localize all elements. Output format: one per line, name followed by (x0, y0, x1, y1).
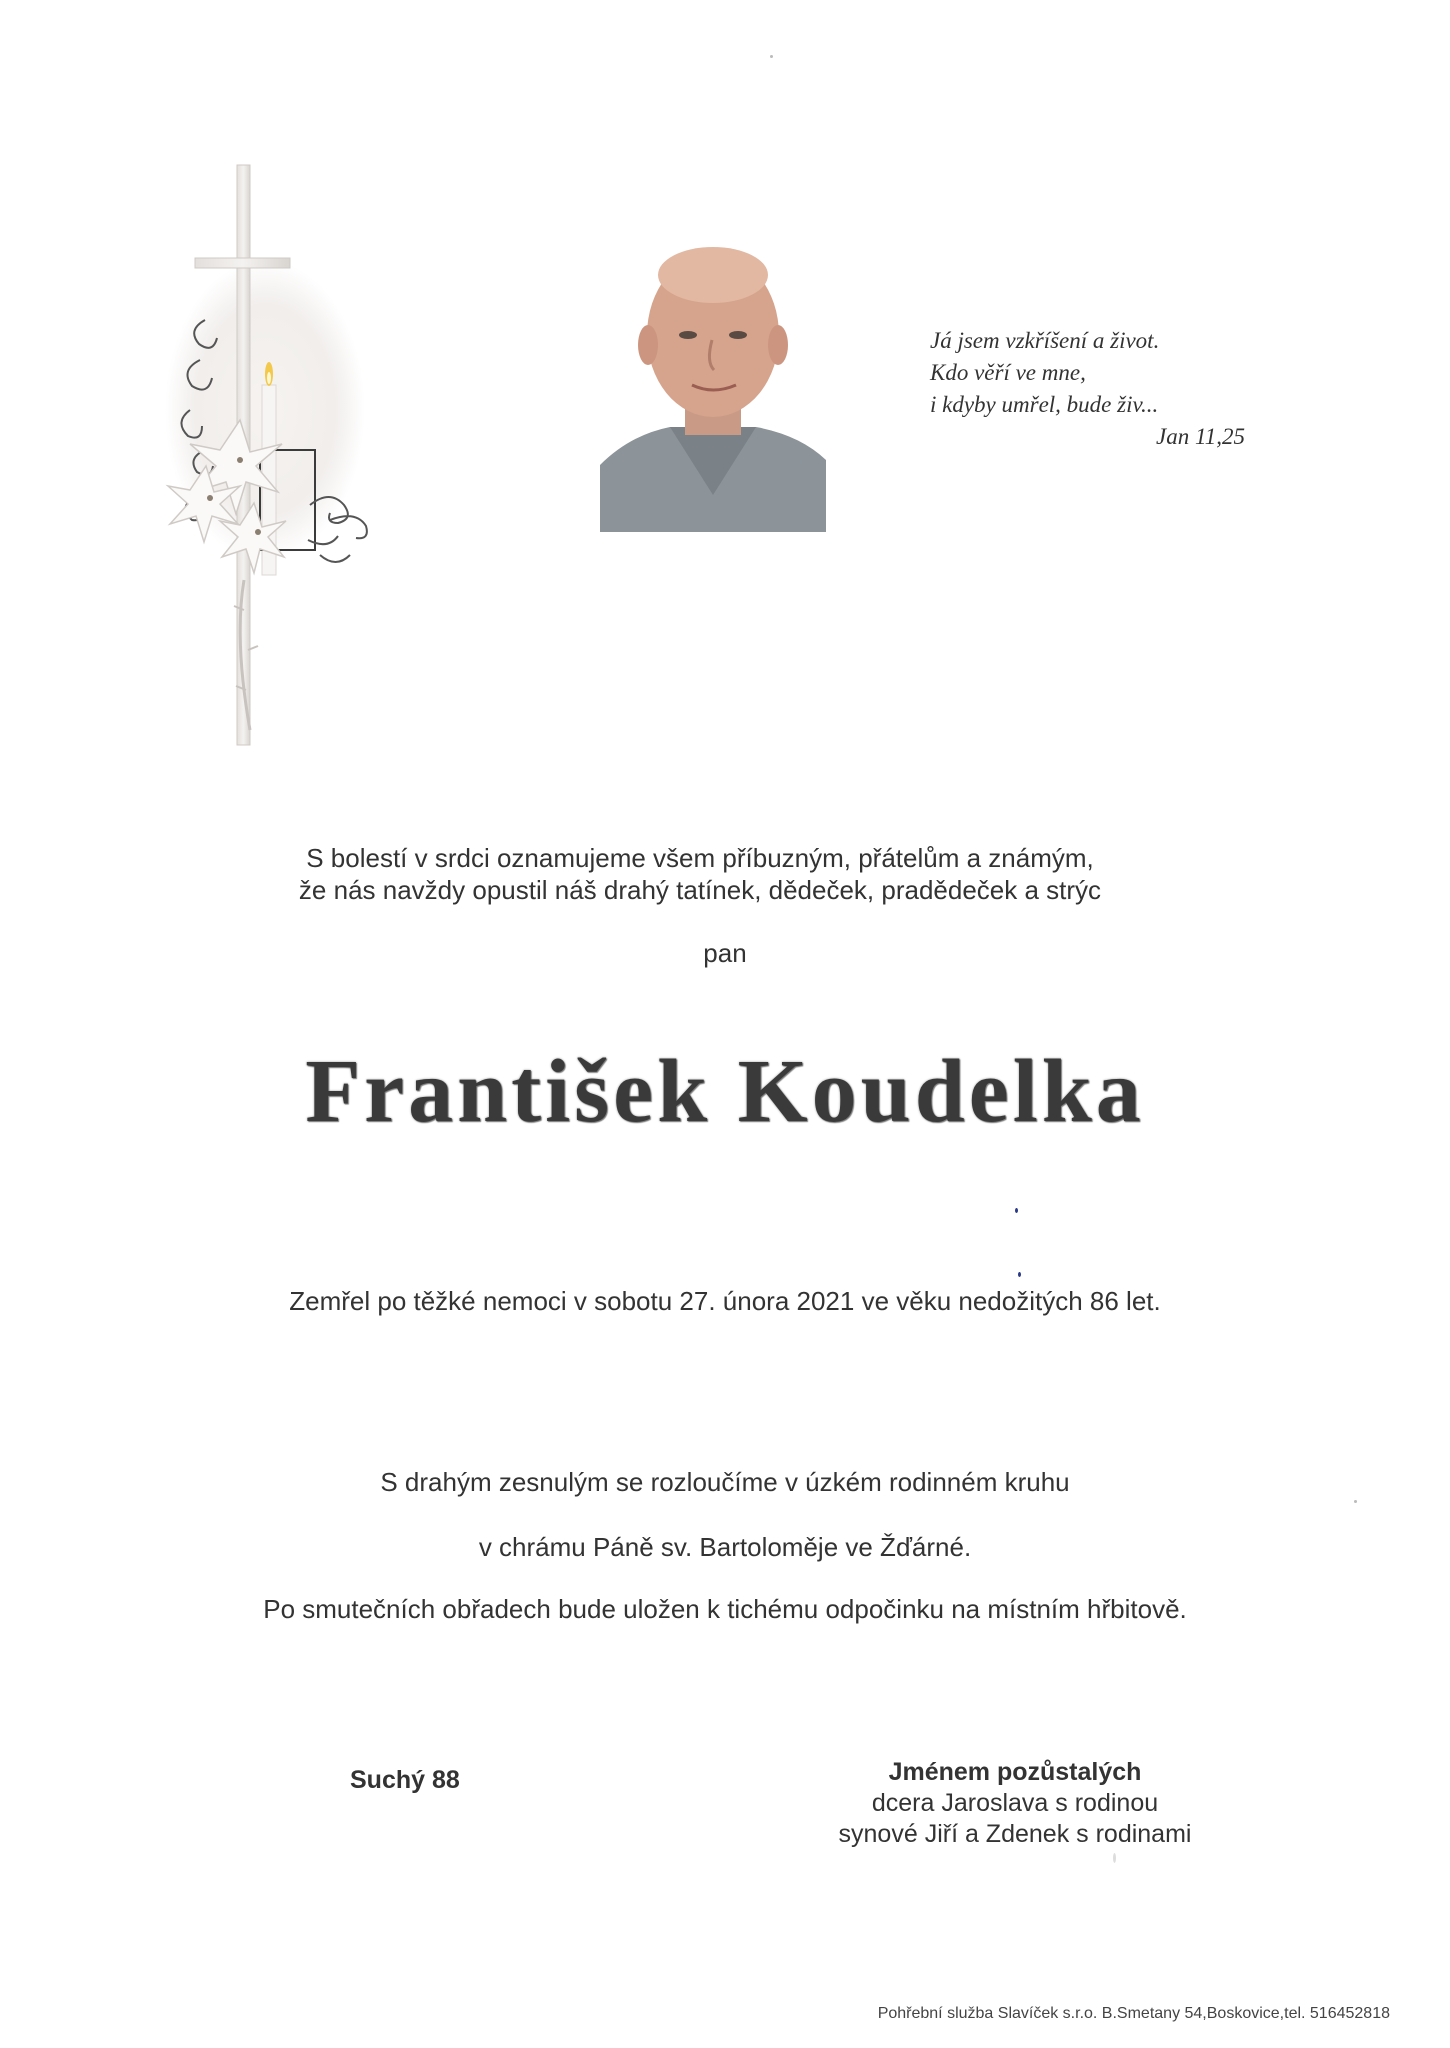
deceased-portrait-photo (600, 235, 826, 532)
intro-line-1: S bolestí v srdci oznamujeme všem příbuzným, přátelům a známým, (306, 843, 1094, 873)
honorific: pan (703, 938, 747, 968)
funeral-service-footer: Pohřební služba Slavíček s.r.o. B.Smetany 54,Boskovice,tel. 516452818 (877, 2005, 1390, 2022)
announcement-intro (200, 842, 1200, 906)
quote-line-1: Já jsem vzkříšení a život. (930, 328, 1160, 353)
farewell-line-2: v chrámu Páně sv. Bartoloměje ve Žďárné. (478, 1532, 972, 1562)
family-address: Suchý 88 (350, 1766, 460, 1794)
cross-candle-lily-icon (160, 160, 450, 760)
farewell-line-1: S drahým zesnulým se rozloučíme v úzkém rodinném kruhu (380, 1467, 1070, 1497)
mourners-heading: Jménem pozůstalých (888, 1758, 1142, 1786)
quote-line-2: Kdo věří ve mne, (930, 360, 1086, 385)
scan-speck (1018, 1272, 1021, 1277)
farewell-line-3: Po smutečních obřadech bude uložen k tichému odpočinku na místním hřbitově. (263, 1594, 1187, 1624)
mourner-1: dcera Jaroslava s rodinou (871, 1789, 1159, 1817)
quote-line-3: i kdyby umřel, bude živ... (930, 392, 1159, 417)
scan-speck (770, 55, 773, 58)
scan-speck (1354, 1500, 1357, 1503)
bible-quote (930, 325, 1250, 453)
scan-speck (1015, 1208, 1018, 1213)
death-notice: Zemřel po těžké nemoci v sobotu 27. února 2021 ve věku nedožitých 86 let. (289, 1286, 1161, 1316)
quote-reference: Jan 11,25 (1155, 424, 1245, 449)
mourner-2: synové Jiří a Zdenek s rodinami (838, 1820, 1192, 1848)
deceased-name: František Koudelka (305, 1042, 1145, 1141)
scan-speck (1113, 1853, 1116, 1863)
intro-line-2: že nás navždy opustil náš drahý tatínek, dědeček, pradědeček a strýc (298, 875, 1102, 905)
mourners-block (780, 1757, 1250, 1850)
